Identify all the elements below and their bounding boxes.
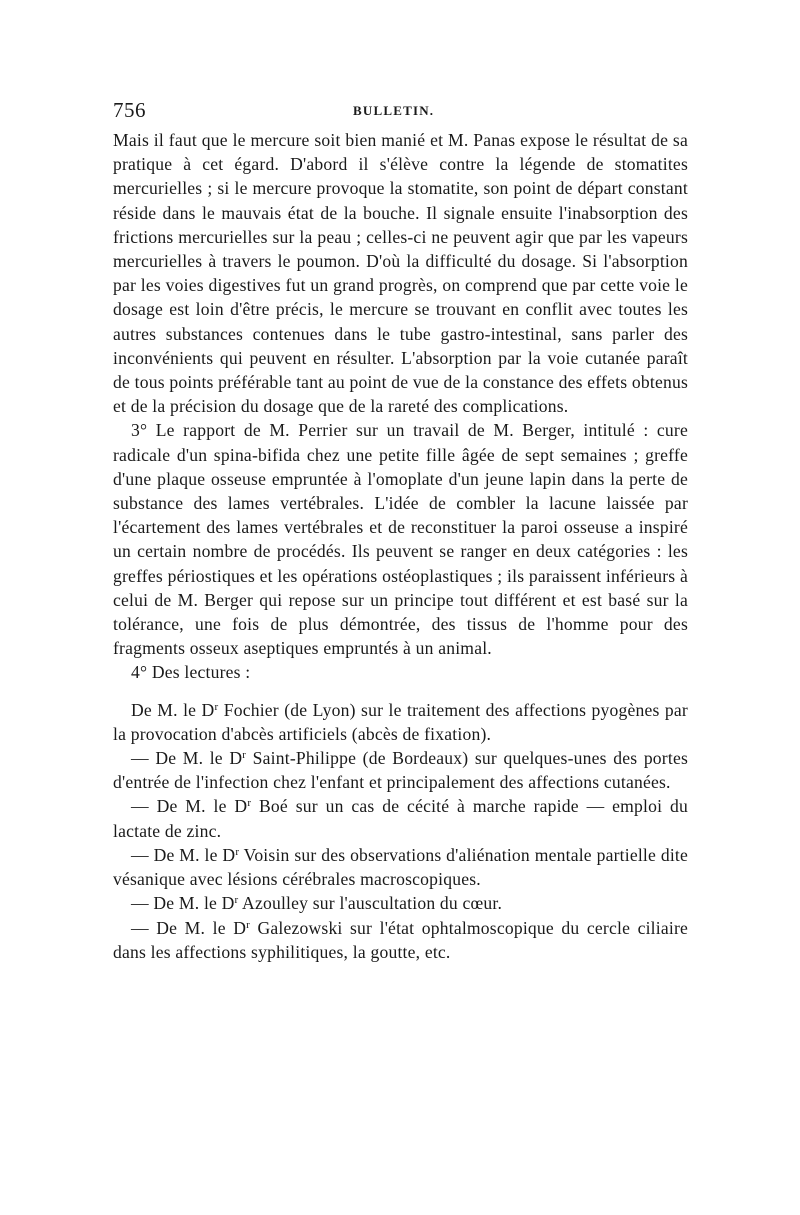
paragraph-lectures-heading: 4° Des lectures : (131, 662, 251, 683)
page-number: 756 (113, 98, 146, 122)
running-head: BULLETIN. (353, 103, 435, 118)
lecture-item: — De M. le $D^r$ Saint-Philippe (de Bordeaux) sur quelques-unes des portes d'entrée de l'infection chez l'enfant et principalement des affections cutanées. (113, 748, 689, 793)
body-text (113, 128, 688, 964)
lecture-item: De M. le $D^r$ Fochier (de Lyon) sur le traitement des affections pyogènes par la provocation d'abcès artificiels (abcès de fixation). (113, 699, 688, 744)
paragraph-perrier-report: 3° Le rapport de M. Perrier sur un travail de M. Berger, intitulé : cure radicale d'un spina-bifida chez une petite fille âgée de sept semaines ; greffe d'une plaque osseuse empruntée à l'omoplate d'un jeune lapin dans la perte de substance des lames vertébrales. L'idée de combler la lacune laissée par l'écartement des lames vertébrales et de reconstituer la paroi osseuse a inspiré un certain nombre de procédés. Ils peuvent se ranger en deux catégories : les greffes périostiques et les opérations ostéoplastiques ; ils paraissent inférieurs à celui de M. Berger qui repose sur un principe tout différent et est basé sur la tolérance, une fois de plus démontrée, des tissus de l'homme pour des fragments osseux aseptiques empruntés à un animal. (113, 420, 688, 659)
lecture-item: — De M. le $D^r$ Galezowski sur l'état ophtalmoscopique du cercle ciliaire dans les affections syphilitiques, la goutte, etc. (113, 917, 689, 962)
lecture-item: — De M. le $D^r$ Voisin sur des observations d'aliénation mentale partielle dite vésanique avec lésions cérébrales macroscopiques. (113, 844, 689, 890)
lecture-item: — De M. le $D^r$ Boé sur un cas de cécité à marche rapide — emploi du lactate de zinc. (113, 796, 688, 841)
lecture-item: — De M. le $D^r$ Azoulley sur l'auscultation du cœur. (131, 893, 503, 914)
paragraph-mercury-treatment: Mais il faut que le mercure soit bien manié et M. Panas expose le résultat de sa pratique à cet égard. D'abord il s'élève contre la légende de stomatites mercurielles ; si le mercure provoque la stomatite, son point de départ constant réside dans le mauvais état de la bouche. Il signale ensuite l'inabsorption des frictions mercurielles sur la peau ; celles-ci ne peuvent agir que par les vapeurs mercurielles à travers le poumon. D'où la difficulté du dosage. Si l'absorption par les voies digestives fut un grand progrès, on comprend que par cette voie le dosage est loin d'être précis, le mercure se trouvant en conflit avec toutes les autres substances contenues dans le tube gastro-intestinal, sans parler des inconvénients qui peuvent en résulter. L'absorption par la voie cutanée paraît de tous points préférable tant au point de vue de la constance des effets obtenus et de la précision du dosage que de la rareté des complications. (113, 130, 688, 417)
page-header (113, 98, 688, 122)
